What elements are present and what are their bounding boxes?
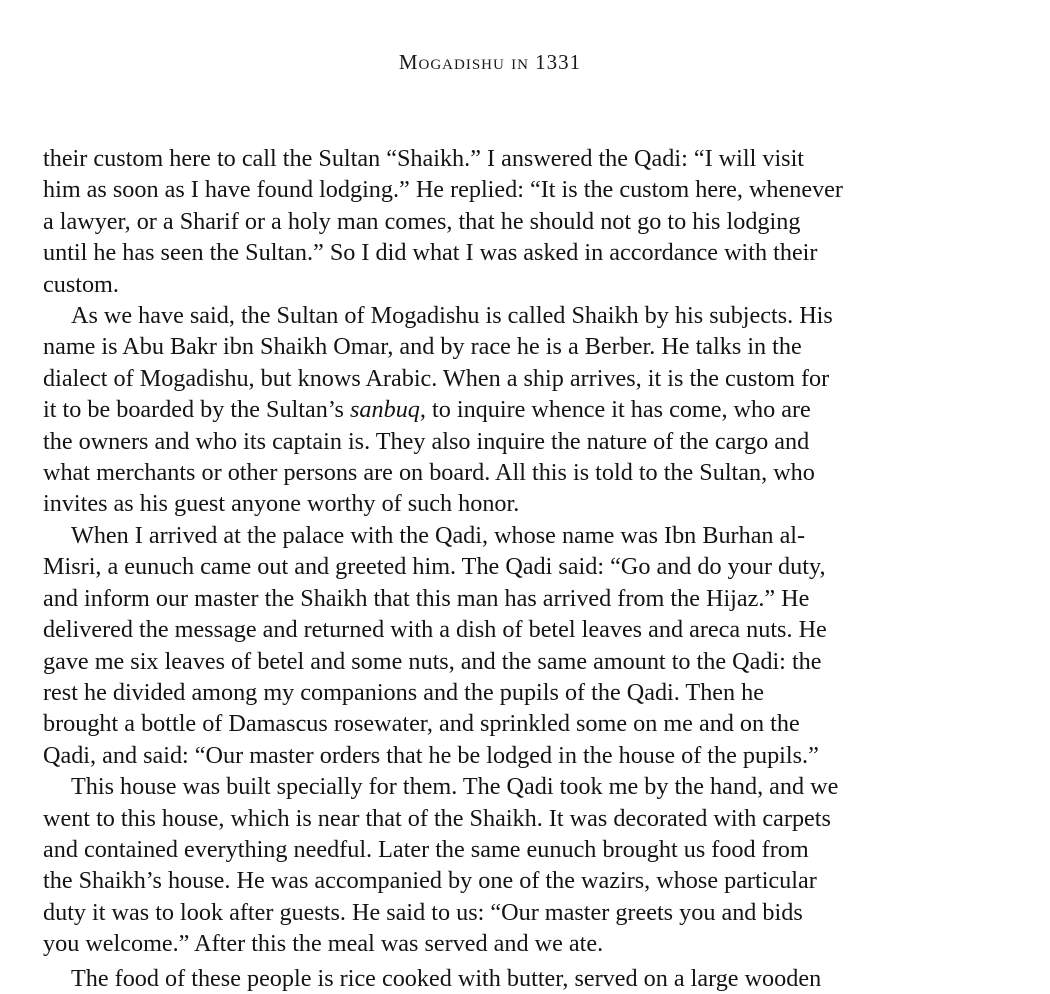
page-body	[43, 143, 943, 960]
text-line: invites as his guest anyone worthy of such honor.	[43, 490, 520, 518]
text-line: This house was built specially for them. The Qadi took me by the hand, and we	[71, 773, 839, 801]
text-line: rest he divided among my companions and the pupils of the Qadi. Then he	[43, 678, 764, 706]
text-line: the Shaikh’s house. He was accompanied by one of the wazirs, whose particular	[43, 867, 817, 895]
text-line: gave me six leaves of betel and some nuts, and the same amount to the Qadi: the	[43, 647, 822, 675]
text-line: him as soon as I have found lodging.” He replied: “It is the custom here, whenever	[43, 176, 843, 204]
running-head: Mogadishu in 1331	[398, 50, 582, 74]
paragraph	[43, 143, 943, 300]
text-line: what merchants or other persons are on board. All this is told to the Sultan, who	[43, 459, 815, 487]
text-line: name is Abu Bakr ibn Shaikh Omar, and by race he is a Berber. He talks in the	[43, 333, 802, 361]
text-line: As we have said, the Sultan of Mogadishu is called Shaikh by his subjects. His	[71, 302, 833, 330]
paragraph	[43, 771, 943, 959]
text-segment: to inquire whence it has come, who are	[425, 396, 811, 424]
text-line: you welcome.” After this the meal was served and we ate.	[43, 930, 604, 958]
text-line: until he has seen the Sultan.” So I did what I was asked in accordance with their	[43, 239, 818, 267]
text-line: and contained everything needful. Later the same eunuch brought us food from	[43, 835, 809, 863]
text-line: their custom here to call the Sultan “Shaikh.” I answered the Qadi: “I will visit	[43, 145, 805, 172]
text-line: the owners and who its captain is. They also inquire the nature of the cargo and	[43, 427, 810, 455]
text-line	[43, 394, 943, 425]
text-line: dialect of Mogadishu, but knows Arabic. When a ship arrives, it is the custom for	[43, 364, 830, 392]
text-line: went to this house, which is near that of the Shaikh. It was decorated with carpets	[43, 804, 831, 832]
text-line: Misri, a eunuch came out and greeted him. The Qadi said: “Go and do your duty,	[43, 553, 826, 581]
text-line: Qadi, and said: “Our master orders that he be lodged in the house of the pupils.”	[43, 741, 819, 769]
text-line: a lawyer, or a Sharif or a holy man comes, that he should not go to his lodging	[43, 207, 801, 235]
text-line: duty it was to look after guests. He said to us: “Our master greets you and bids	[43, 898, 803, 926]
text-line: brought a bottle of Damascus rosewater, and sprinkled some on me and on the	[43, 710, 800, 738]
paragraph	[43, 520, 943, 771]
cutoff-line: The food of these people is rice cooked with butter, served on a large wooden	[71, 965, 822, 992]
text-line: delivered the message and returned with a dish of betel leaves and areca nuts. He	[43, 616, 827, 644]
text-line: custom.	[43, 270, 119, 298]
text-line: and inform our master the Shaikh that this man has arrived from the Hijaz.” He	[43, 584, 810, 612]
text-line: When I arrived at the palace with the Qadi, whose name was Ibn Burhan al-	[71, 521, 806, 549]
text-segment: it to be boarded by the Sultan’s	[43, 396, 350, 424]
paragraph	[43, 300, 943, 520]
italic-term: sanbuq,	[350, 396, 426, 424]
